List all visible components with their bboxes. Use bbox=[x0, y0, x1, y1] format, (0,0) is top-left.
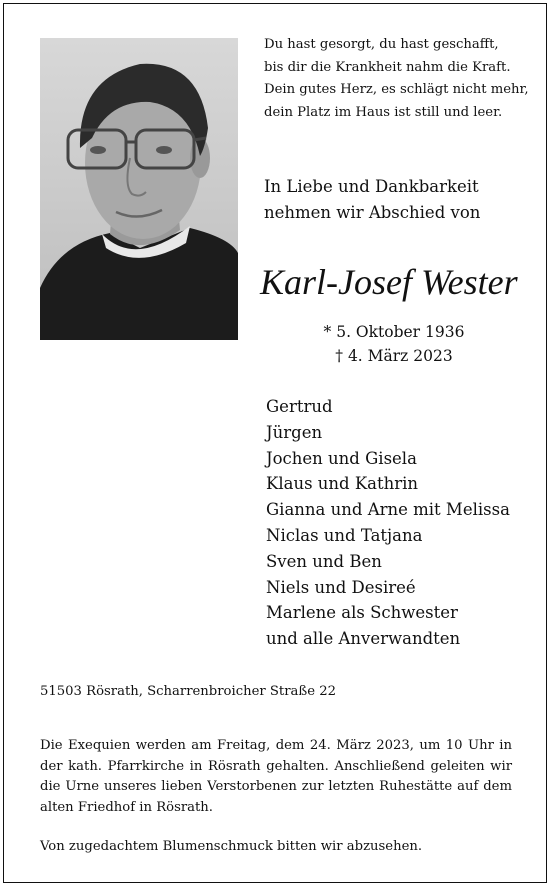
list-item: Klaus und Kathrin bbox=[266, 474, 419, 494]
list-item: und alle Anverwandten bbox=[266, 629, 461, 649]
list-item: Gertrud bbox=[266, 397, 333, 416]
list-item: Niclas und Tatjana bbox=[266, 525, 423, 545]
family-address: 51503 Rösrath, Scharrenbroicher Straße 22 bbox=[40, 684, 336, 699]
poem-line: Dein gutes Herz, es schlägt nicht mehr, bbox=[264, 82, 529, 97]
poem-line: bis dir die Krankheit nahm die Kraft. bbox=[264, 59, 511, 75]
poem-line: dein Platz im Haus ist still und leer. bbox=[264, 104, 503, 120]
funeral-details: Die Exequien werden am Freitag, dem 24. März 2023, um 10 Uhr in der kath. Pfarrkirche in Rösrath gehalten. Anschließend geleiten wir die Urne unseres lieben Verstorbenen zur letzten Ruhestätte auf dem alten Friedhof in Rösrath. bbox=[40, 738, 512, 815]
list-item: Jochen und Gisela bbox=[266, 448, 417, 468]
farewell-intro bbox=[264, 174, 480, 226]
list-item: Marlene als Schwester bbox=[266, 603, 458, 623]
birth-date: * 5. Oktober 1936 bbox=[323, 323, 465, 341]
mourners-list bbox=[266, 394, 510, 652]
life-dates bbox=[264, 320, 524, 368]
intro-line: In Liebe und Dankbarkeit bbox=[264, 177, 479, 196]
portrait-photo bbox=[40, 38, 238, 340]
obituary-notice bbox=[3, 3, 547, 883]
intro-line: nehmen wir Abschied von bbox=[264, 203, 481, 222]
poem-line: Du hast gesorgt, du hast geschafft, bbox=[264, 37, 499, 52]
list-item: Jürgen bbox=[266, 422, 323, 442]
list-item: Gianna und Arne mit Melissa bbox=[266, 500, 510, 520]
deceased-name: Karl-Josef Wester bbox=[260, 262, 518, 302]
death-date: † 4. März 2023 bbox=[335, 347, 453, 365]
list-item: Niels und Desireé bbox=[266, 577, 416, 597]
list-item: Sven und Ben bbox=[266, 551, 382, 571]
poem bbox=[264, 34, 529, 124]
flowers-note: Von zugedachtem Blumenschmuck bitten wir abzusehen. bbox=[40, 839, 423, 854]
